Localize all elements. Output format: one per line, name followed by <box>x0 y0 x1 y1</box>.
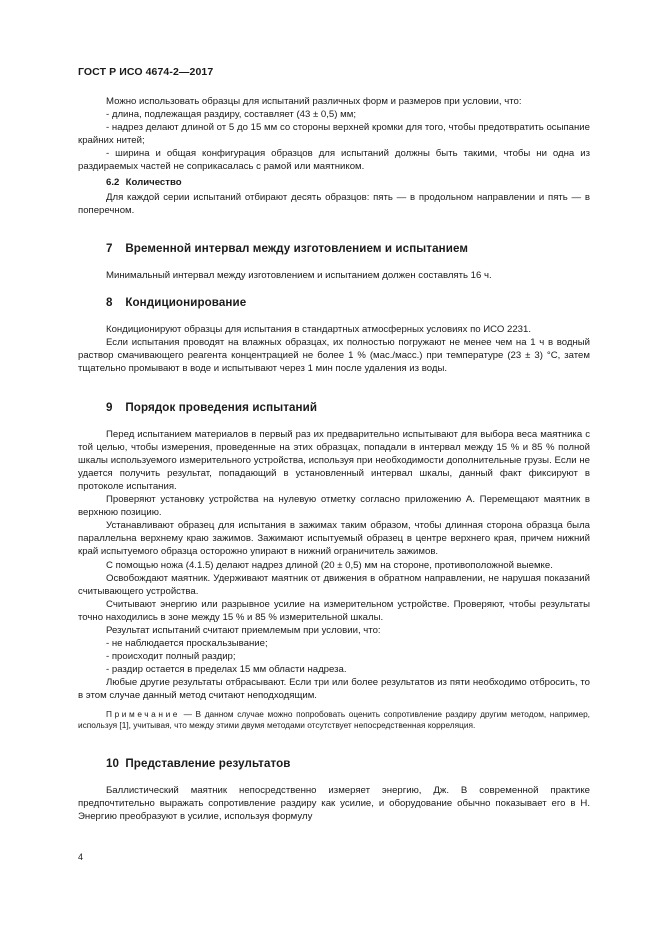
paragraph: Любые другие результаты отбрасывают. Если три или более результатов из пяти необходимо отбросить, то в этом случае данный метод считают неподходящим. <box>78 677 590 702</box>
paragraph: Считывают энергию или разрывное усилие на измерительном устройстве. Проверяют, чтобы результаты точно находились в зоне между 15 % и 85 % измерительной шкалы. <box>78 598 590 623</box>
section-title: Представление результатов <box>125 756 291 770</box>
paragraph: Баллистический маятник непосредственно измеряет энергию, Дж. В современной практике предпочтительно выражать сопротивление раздиру как усилие, и оборудование обычно показывает его в Н. Энергию преобразуют в усилие, используя формулу <box>78 784 590 822</box>
section-title: Порядок проведения испытаний <box>125 400 318 414</box>
subsection-number: 6.2 <box>106 176 120 188</box>
section-title: Временной интервал между изготовлением и испытанием <box>125 241 469 255</box>
paragraph: Можно использовать образцы для испытаний различных форм и размеров при условии, что: <box>106 96 522 107</box>
paragraph: Если испытания проводят на влажных образцах, их полностью погружают не менее чем на 1 ч в водный раствор смачивающего реагента концентрацией не более 1 % (мас./масс.) при температуре (23 ± 3) °С, затем тщательно промывают в воде и испытывают через 1 мин после удаления из воды. <box>78 337 590 375</box>
subsection-title: Количество <box>125 176 182 188</box>
paragraph: Освобождают маятник. Удерживают маятник от движения в обратном направлении, не нарушая показаний считывающего устройства. <box>78 572 590 597</box>
paragraph: Для каждой серии испытаний отбирают десять образцов: пять — в продольном направлении и пять — в поперечном. <box>78 191 590 216</box>
note-label: Примечание <box>106 708 181 719</box>
section-heading <box>78 296 590 309</box>
section-heading <box>78 757 590 770</box>
paragraph: Проверяют установку устройства на нулевую отметку согласно приложению А. Перемещают маятник в верхнюю позицию. <box>78 494 590 519</box>
list-item: - надрез делают длиной от 5 до 15 мм со стороны верхней кромки для того, чтобы предотвратить осыпание крайних нитей; <box>78 122 590 147</box>
paragraph: Кондиционируют образцы для испытания в стандартных атмосферных условиях по ИСО 2231. <box>106 324 532 336</box>
paragraph: Перед испытанием материалов в первый раз их предварительно испытывают для выбора веса маятника с той целью, чтобы измерения, проведенные на этих образцах, попадали в интервал между 15 % и 85 % полной шкалы используемого измерительного устройства, используя при необходимости дополнительные грузы. Если не удается получить результат, попадающий в установленный интервал шкалы, данный факт фиксируют в протоколе испытания. <box>78 428 590 492</box>
page-number: 4 <box>78 852 84 862</box>
section-heading <box>78 401 590 414</box>
subsection-heading <box>106 176 590 189</box>
note-text: — В данном случае можно попробовать оценить сопротивление раздиру другим методом, например, используя [1], учитывая, что между этими двумя методами отсутствует непосредственная корреляция. <box>78 708 590 731</box>
section-number: 7 <box>106 241 113 255</box>
document-body <box>78 95 590 823</box>
list-item: - ширина и общая конфигурация образцов для испытаний должны быть такими, чтобы ни одна из раздираемых частей не соприкасалась с рамой или маятником. <box>78 148 590 173</box>
paragraph: Минимальный интервал между изготовлением и испытанием должен составлять 16 ч. <box>106 269 492 281</box>
document-header: ГОСТ Р ИСО 4674-2—2017 <box>78 66 214 78</box>
section-heading <box>78 242 590 255</box>
list-item: - раздир остается в пределах 15 мм области надреза. <box>106 664 347 676</box>
paragraph: С помощью ножа (4.1.5) делают надрез длиной (20 ± 0,5) мм на стороне, противоположной выемке. <box>106 559 553 571</box>
note <box>78 709 590 732</box>
section-number: 10 <box>106 756 120 770</box>
list-item: - длина, подлежащая раздиру, составляет (43 ± 0,5) мм; <box>106 109 356 121</box>
list-item: - не наблюдается проскальзывание; <box>106 638 268 650</box>
paragraph: Устанавливают образец для испытания в зажимах таким образом, чтобы длинная сторона образца была параллельна верхнему краю зажимов. Зажимают испытуемый образец в центре верхнего края, причем нижний край испытуемого образца осторожно упирают в нижний ограничитель зажимов. <box>78 520 590 558</box>
section-title: Кондиционирование <box>125 296 247 310</box>
list-item: - происходит полный раздир; <box>106 651 236 663</box>
paragraph: Результат испытаний считают приемлемым при условии, что: <box>106 625 381 636</box>
section-number: 9 <box>106 400 113 414</box>
section-number: 8 <box>106 296 113 310</box>
